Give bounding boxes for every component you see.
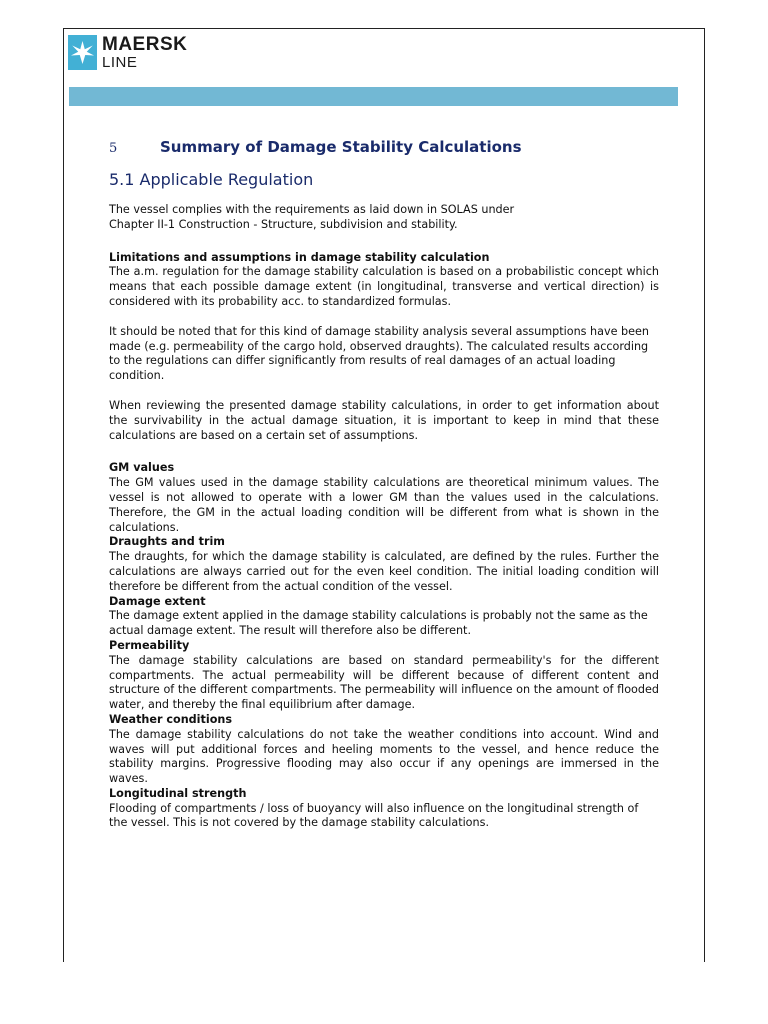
section-number: 5 xyxy=(109,141,118,156)
intro-line-2: Chapter II-1 Construction - Structure, subdivision and stability. xyxy=(109,217,458,231)
star-icon xyxy=(68,35,97,70)
permeability-heading: Permeability xyxy=(109,638,190,652)
gm-values-heading: GM values xyxy=(109,461,175,475)
weather-conditions-text: The damage stability calculations do not take the weather conditions into account. Wind and waves will put additional forces and heeling moments to the vessel, and hence reduce the stability margins. Progressive flooding may also occur if any openings are immersed in the waves. xyxy=(109,727,659,786)
logo-brand-text: MAERSK xyxy=(102,33,188,55)
maersk-logo xyxy=(68,33,187,71)
intro-line-1: The vessel complies with the requirements as laid down in SOLAS under xyxy=(109,203,515,216)
damage-extent-heading: Damage extent xyxy=(109,594,206,608)
limitations-paragraph-1: The a.m. regulation for the damage stability calculation is based on a probabilistic concept which means that each possible damage extent (in longitudinal, transverse and vertical direction) is considered with its probability acc. to standardized formulas. xyxy=(109,265,659,308)
logo-sub-text: LINE xyxy=(102,53,138,71)
permeability-text: The damage stability calculations are based on standard permeability's for the different compartments. The actual permeability will be different because of different content and structure of the different compartments. The permeability will influence on the amount of flooded water, and thereby the final equilibrium after damage. xyxy=(109,653,659,712)
gm-values-text: The GM values used in the damage stability calculations are theoretical minimum values. The vessel is not allowed to operate with a lower GM than the values used in the calculations. Therefore, the GM in the actual loading condition will be different from what is shown in the calculations. xyxy=(109,476,659,534)
limitations-paragraph-3: When reviewing the presented damage stability calculations, in order to get information about the survivability in the actual damage situation, it is important to keep in mind that these calculations are based on a certain set of assumptions. xyxy=(109,398,659,442)
limitations-heading: Limitations and assumptions in damage stability calculation xyxy=(109,250,490,264)
section-heading xyxy=(109,138,659,156)
limitations-paragraph-2: It should be noted that for this kind of damage stability analysis several assumptions have been made (e.g. permeability of the cargo hold, observed draughts). The calculated results according to the regulations can differ significantly from results of real damages of an actual loading condition. xyxy=(109,324,650,383)
document-body xyxy=(109,138,659,831)
draughts-trim-heading: Draughts and trim xyxy=(109,535,225,549)
logo-wordmark xyxy=(102,35,187,70)
draughts-trim-text: The draughts, for which the damage stability is calculated, are defined by the rules. Further the calculations are always carried out for the even keel condition. The initial loading condition will therefore be different from the actual condition of the vessel. xyxy=(109,550,659,593)
header-band xyxy=(69,87,678,106)
longitudinal-strength-text: Flooding of compartments / loss of buoyancy will also influence on the longitudinal strength of the vessel. This is not covered by the damage stability calculations. xyxy=(109,801,639,830)
damage-extent-text: The damage extent applied in the damage stability calculations is probably not the same as the actual damage extent. The result will therefore also be different. xyxy=(109,609,648,638)
longitudinal-strength-heading: Longitudinal strength xyxy=(109,786,247,800)
subsection-title: 5.1 Applicable Regulation xyxy=(109,170,314,189)
section-title: Summary of Damage Stability Calculations xyxy=(160,138,522,156)
weather-conditions-heading: Weather conditions xyxy=(109,712,233,726)
